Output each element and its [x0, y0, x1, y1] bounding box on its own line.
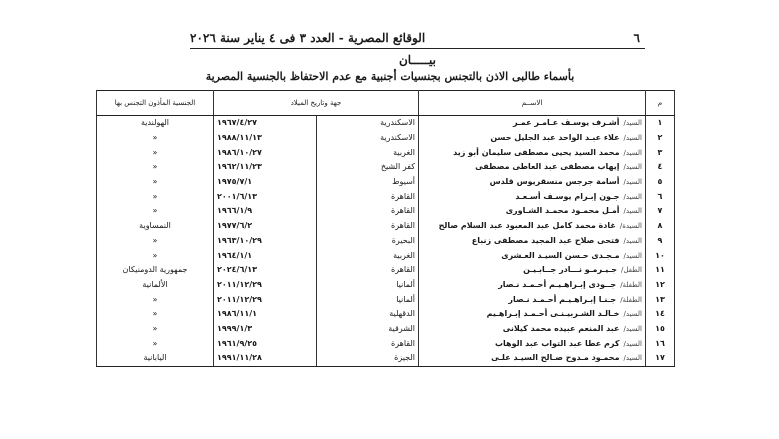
applicant-name-cell — [419, 145, 646, 160]
applicant-name-cell — [419, 322, 646, 337]
nationality: جمهورية الدومنيكان — [97, 263, 214, 278]
applicant-name: جــودى إبـراهـيـم أحـمـد نـصار — [498, 279, 617, 289]
table-row — [97, 248, 675, 263]
row-number: ٣ — [646, 145, 675, 160]
column-header-nationality: الجنسية المأذون التجنس بها — [97, 91, 214, 116]
applicant-name: محمـود مـدوح صـالح السيـد علـى — [491, 353, 620, 363]
applicant-name: جـون إبـرام يوسـف أسـعـد — [515, 191, 620, 201]
applicant-name-cell — [419, 204, 646, 219]
birth-place: الغربية — [316, 145, 419, 160]
table-row — [97, 116, 675, 131]
row-number: ١٤ — [646, 307, 675, 322]
applicant-name: جـيـرمـو نـــادر جــابـيـن — [523, 265, 617, 275]
birth-place: القاهرة — [316, 336, 419, 351]
name-prefix: السيد/ — [623, 178, 642, 187]
row-number: ١٣ — [646, 292, 675, 307]
birth-place: الاسكندرية — [316, 131, 419, 146]
birth-date: ١٩٦٧/٤/٢٧ — [214, 116, 317, 131]
table-row — [97, 278, 675, 293]
applicant-name: عبد المنعم عبيده محمد كيلانى — [502, 323, 620, 333]
row-number: ١ — [646, 116, 675, 131]
table-row — [97, 336, 675, 351]
birth-place: القاهرة — [316, 189, 419, 204]
applicant-name: أشـرف يوسـف عـامـر عمـر — [513, 118, 620, 128]
name-prefix: السيد/ — [623, 192, 642, 201]
applicant-name: غادة محمد كامل عبد المعبود عبد السلام صالح — [438, 221, 616, 231]
row-number: ١٠ — [646, 248, 675, 263]
nationality: النمساوية — [97, 219, 214, 234]
birth-date: ١٩٨٦/١١/١ — [214, 307, 317, 322]
applicants-table — [96, 90, 675, 367]
birth-date: ١٩٦٣/١٠/٢٩ — [214, 234, 317, 249]
header-divider — [190, 48, 645, 49]
applicant-name: أسامة جرجس منسقريوس قلدس — [489, 177, 620, 187]
nationality: « — [97, 160, 214, 175]
birth-place: كفر الشيخ — [316, 160, 419, 175]
table-row — [97, 219, 675, 234]
statement-subtitle: بأسماء طالبى الاذن بالتجنس بجنسيات أجنبية مع عدم الاحتفاظ بالجنسية المصرية — [205, 70, 575, 83]
applicant-name: فتحى صلاح عبد المجيد مصطفى زنباع — [471, 235, 620, 245]
table-header-row — [97, 91, 675, 116]
birth-date: ١٩٩٩/١/٣ — [214, 322, 317, 337]
gazette-title: الوقائع المصرية - العدد ٣ فى ٤ يناير سنة ٢٠٢٦ — [190, 31, 426, 45]
birth-place: ألمانيا — [316, 292, 419, 307]
applicant-name-cell — [419, 336, 646, 351]
table-body — [97, 116, 675, 367]
name-prefix: الطفلة/ — [620, 295, 642, 304]
table-row — [97, 145, 675, 160]
nationality: « — [97, 234, 214, 249]
applicant-name: أمـل محمـود محمـد الشـاورى — [505, 206, 620, 216]
table-row — [97, 322, 675, 337]
applicant-name: كرم عطا عبد التواب عبد الوهاب — [494, 338, 620, 348]
row-number: ٤ — [646, 160, 675, 175]
row-number: ١٥ — [646, 322, 675, 337]
name-prefix: السيد/ — [623, 163, 642, 172]
row-number: ٨ — [646, 219, 675, 234]
birth-date: ١٩٧٧/٦/٢ — [214, 219, 317, 234]
name-prefix: السيد/ — [623, 148, 642, 157]
birth-date: ٢٠١١/١٢/٢٩ — [214, 292, 317, 307]
applicant-name: محمد السيد يحيى مصطفى سليمان أبو زيد — [453, 147, 620, 157]
row-number: ١٦ — [646, 336, 675, 351]
table-row — [97, 307, 675, 322]
birth-date: ٢٠٠١/٦/١٣ — [214, 189, 317, 204]
nationality: « — [97, 189, 214, 204]
applicant-name: خـالـد الشـربيـنـى أحـمـد إبـراهـيم — [486, 309, 620, 319]
table-row — [97, 263, 675, 278]
nationality: « — [97, 175, 214, 190]
nationality: « — [97, 145, 214, 160]
page-number: ٦ — [633, 31, 640, 45]
column-header-name: الاســم — [419, 91, 646, 116]
applicant-name-cell — [419, 160, 646, 175]
name-prefix: الطفل/ — [620, 266, 642, 275]
applicant-name: إيهاب مصطفى عبد العاطى مصطفى — [475, 162, 620, 172]
row-number: ٦ — [646, 189, 675, 204]
name-prefix: السيدة/ — [619, 222, 642, 231]
applicant-name-cell — [419, 263, 646, 278]
birth-place: ألمانيا — [316, 278, 419, 293]
applicant-name-cell — [419, 175, 646, 190]
row-number: ٩ — [646, 234, 675, 249]
birth-place: الدقهلية — [316, 307, 419, 322]
nationality: « — [97, 336, 214, 351]
name-prefix: السيد/ — [623, 236, 642, 245]
nationality: « — [97, 322, 214, 337]
applicant-name: جـنـا إبـراهـيـم أحـمـد نـصار — [508, 294, 617, 304]
nationality: « — [97, 307, 214, 322]
nationality: الهولندية — [97, 116, 214, 131]
row-number: ٢ — [646, 131, 675, 146]
name-prefix: السيد/ — [623, 324, 642, 333]
applicant-name-cell — [419, 278, 646, 293]
birth-place: الشرقية — [316, 322, 419, 337]
birth-place: أسيوط — [316, 175, 419, 190]
birth-place: الاسكندرية — [316, 116, 419, 131]
applicant-name-cell — [419, 292, 646, 307]
nationality: « — [97, 204, 214, 219]
nationality: « — [97, 131, 214, 146]
birth-date: ١٩٨٨/١١/١٣ — [214, 131, 317, 146]
birth-place: القاهرة — [316, 263, 419, 278]
table-row — [97, 351, 675, 366]
applicant-name-cell — [419, 307, 646, 322]
birth-date: ١٩٧٥/٧/١ — [214, 175, 317, 190]
row-number: ١٧ — [646, 351, 675, 366]
nationality: « — [97, 292, 214, 307]
applicant-name-cell — [419, 351, 646, 366]
applicant-name-cell — [419, 131, 646, 146]
applicant-name: مـجـدى حـسن السيـد العـشرى — [501, 250, 620, 260]
applicant-name-cell — [419, 219, 646, 234]
birth-place: القاهرة — [316, 219, 419, 234]
table-row — [97, 292, 675, 307]
row-number: ٧ — [646, 204, 675, 219]
nationality: الألمانية — [97, 278, 214, 293]
birth-date: ١٩٦١/٩/٢٥ — [214, 336, 317, 351]
birth-date: ٢٠٢٤/٦/١٣ — [214, 263, 317, 278]
row-number: ١٢ — [646, 278, 675, 293]
column-header-birth: جهة وتاريخ الميلاد — [214, 91, 419, 116]
applicant-name-cell — [419, 189, 646, 204]
birth-date: ١٩٦٦/١/٩ — [214, 204, 317, 219]
table-row — [97, 160, 675, 175]
name-prefix: السيد/ — [623, 251, 642, 260]
nationality: اليابانية — [97, 351, 214, 366]
birth-place: القاهرة — [316, 204, 419, 219]
statement-title: بيـــــان — [398, 53, 436, 67]
name-prefix: السيد/ — [623, 339, 642, 348]
birth-date: ٢٠١١/١٢/٢٩ — [214, 278, 317, 293]
birth-place: البحيرة — [316, 234, 419, 249]
name-prefix: السيد/ — [623, 207, 642, 216]
table-row — [97, 204, 675, 219]
applicant-name-cell — [419, 248, 646, 263]
nationality: « — [97, 248, 214, 263]
birth-place: الجيزة — [316, 351, 419, 366]
applicant-name: علاء عبـد الواحد عبد الجليل حسن — [490, 133, 620, 143]
name-prefix: السيد/ — [623, 310, 642, 319]
name-prefix: الطفلة/ — [620, 280, 642, 289]
birth-date: ١٩٦٤/١/١ — [214, 248, 317, 263]
column-header-number: م — [646, 91, 675, 116]
row-number: ١١ — [646, 263, 675, 278]
birth-place: الغربية — [316, 248, 419, 263]
name-prefix: السيد/ — [623, 119, 642, 128]
table-row — [97, 189, 675, 204]
birth-date: ١٩٦٢/١١/٢٣ — [214, 160, 317, 175]
page-header — [190, 28, 640, 48]
birth-date: ١٩٩١/١١/٢٨ — [214, 351, 317, 366]
applicant-name-cell — [419, 234, 646, 249]
row-number: ٥ — [646, 175, 675, 190]
applicant-name-cell — [419, 116, 646, 131]
name-prefix: السيد/ — [623, 354, 642, 363]
birth-date: ١٩٨٦/١٠/٢٧ — [214, 145, 317, 160]
table-row — [97, 175, 675, 190]
table-row — [97, 234, 675, 249]
name-prefix: السيد/ — [623, 134, 642, 143]
table-row — [97, 131, 675, 146]
